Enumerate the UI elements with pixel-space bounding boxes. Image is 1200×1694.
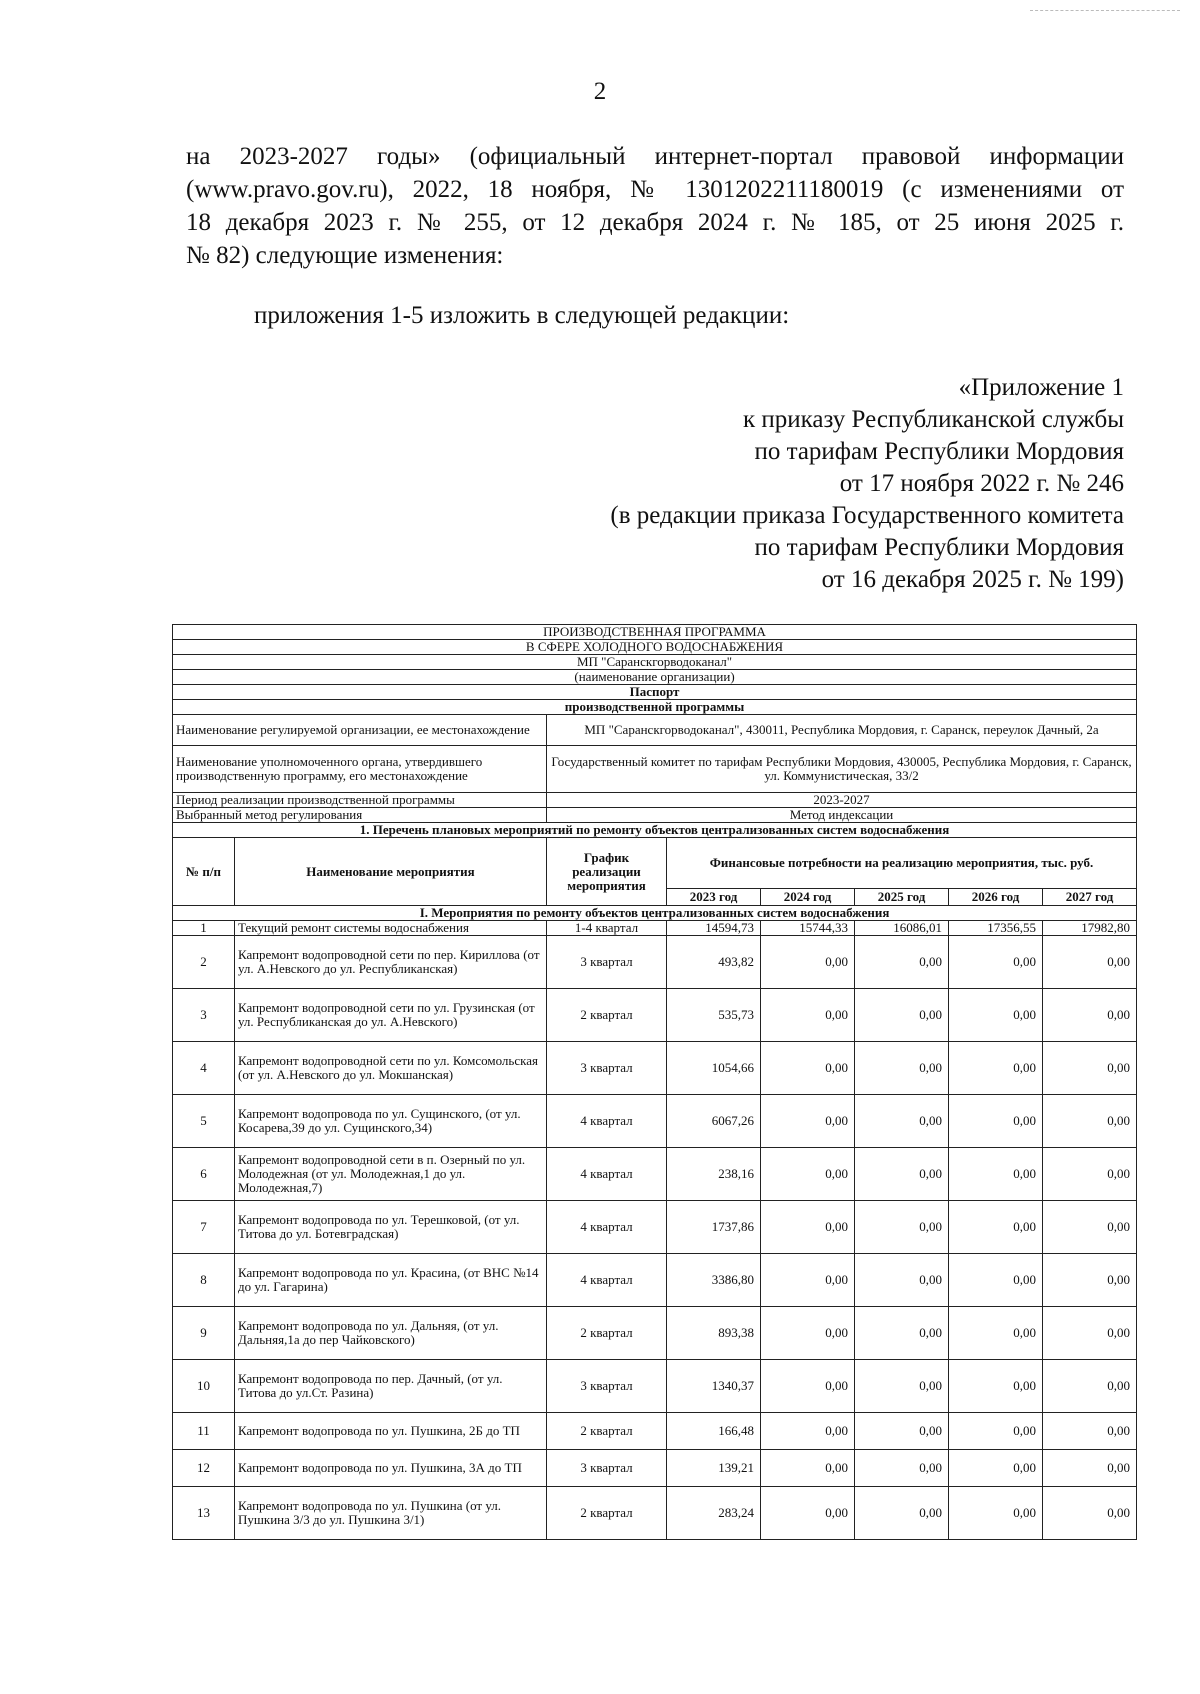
row-schedule: 2 квартал (547, 1307, 667, 1360)
row-event-name: Капремонт водопроводной сети по ул. Грузинская (от ул. Республиканская до ул. А.Невского) (235, 989, 547, 1042)
row-value: 0,00 (949, 1201, 1043, 1254)
row-value: 0,00 (949, 1148, 1043, 1201)
row-value: 6067,26 (667, 1095, 761, 1148)
table-row (173, 1487, 1137, 1540)
row-value: 0,00 (949, 1487, 1043, 1540)
row-schedule: 4 квартал (547, 1095, 667, 1148)
row-schedule: 4 квартал (547, 1148, 667, 1201)
table-row (173, 1413, 1137, 1450)
row-value: 0,00 (855, 1148, 949, 1201)
row-value: 0,00 (1043, 1413, 1137, 1450)
row-value: 0,00 (761, 1487, 855, 1540)
row-schedule: 2 квартал (547, 1487, 667, 1540)
row-number: 12 (173, 1450, 235, 1487)
row-value: 0,00 (1043, 1095, 1137, 1148)
row-value: 0,00 (1043, 1254, 1137, 1307)
col-header-year: 2026 год (949, 889, 1043, 906)
row-value: 0,00 (949, 1095, 1043, 1148)
scan-mark (1030, 10, 1180, 11)
row-schedule: 3 квартал (547, 1360, 667, 1413)
appendix-line: к приказу Республиканской службы (742, 406, 1124, 433)
row-value: 17982,80 (1043, 921, 1137, 936)
table-row (173, 1201, 1137, 1254)
info-label: Наименование регулируемой организации, ее местонахождение (173, 715, 547, 746)
row-number: 8 (173, 1254, 235, 1307)
row-value: 893,38 (667, 1307, 761, 1360)
row-value: 0,00 (761, 936, 855, 989)
appendix-line: (в редакции приказа Государственного комитета (610, 502, 1124, 529)
row-value: 139,21 (667, 1450, 761, 1487)
row-value: 0,00 (949, 989, 1043, 1042)
amendment-paragraph: приложения 1-5 изложить в следующей редакции: (254, 302, 790, 329)
row-schedule: 1-4 квартал (547, 921, 667, 936)
row-event-name: Капремонт водопроводной сети по пер. Кириллова (от ул. А.Невского до ул. Республиканская) (235, 936, 547, 989)
row-value: 0,00 (1043, 1042, 1137, 1095)
row-value: 1054,66 (667, 1042, 761, 1095)
row-value: 0,00 (761, 1201, 855, 1254)
row-schedule: 2 квартал (547, 1413, 667, 1450)
row-event-name: Капремонт водопровода по ул. Терешковой, (от ул. Титова до ул. Ботевградская) (235, 1201, 547, 1254)
info-label: Выбранный метод регулирования (173, 808, 547, 823)
col-header-year: 2023 год (667, 889, 761, 906)
organization-name: МП "Саранскгорводоканал" (173, 655, 1137, 670)
intro-line: № 82) следующие изменения: (186, 242, 504, 269)
info-value: МП "Саранскгорводоканал", 430011, Республика Мордовия, г. Саранск, переулок Дачный, 2а (547, 715, 1137, 746)
row-number: 9 (173, 1307, 235, 1360)
row-value: 0,00 (761, 1360, 855, 1413)
row-event-name: Капремонт водопровода по пер. Дачный, (от ул. Титова до ул.Ст. Разина) (235, 1360, 547, 1413)
table-row (173, 1307, 1137, 1360)
subsection-title: I. Мероприятия по ремонту объектов централизованных систем водоснабжения (173, 906, 1137, 921)
info-label: Период реализации производственной программы (173, 793, 547, 808)
row-event-name: Капремонт водопроводной сети в п. Озерный по ул. Молодежная (от ул. Молодежная,1 до ул. Молодежная,7) (235, 1148, 547, 1201)
row-value: 493,82 (667, 936, 761, 989)
row-event-name: Капремонт водопровода по ул. Пушкина, 3А до ТП (235, 1450, 547, 1487)
col-header-year: 2027 год (1043, 889, 1137, 906)
section-title: 1. Перечень плановых мероприятий по ремонту объектов централизованных систем водоснабжения (173, 823, 1137, 838)
table-row (173, 1095, 1137, 1148)
organization-caption: (наименование организации) (173, 670, 1137, 685)
info-value: Государственный комитет по тарифам Республики Мордовия, 430005, Республика Мордовия, г. Саранск, ул. Коммунистическая, 33/2 (547, 746, 1137, 793)
row-number: 10 (173, 1360, 235, 1413)
info-label: Наименование уполномоченного органа, утвердившего производственную программу, его местонахождение (173, 746, 547, 793)
table-row (173, 936, 1137, 989)
passport-title: Паспорт (173, 685, 1137, 700)
table-row (173, 1360, 1137, 1413)
row-value: 0,00 (1043, 1360, 1137, 1413)
row-event-name: Капремонт водопровода по ул. Пушкина (от ул. Пушкина 3/3 до ул. Пушкина 3/1) (235, 1487, 547, 1540)
appendix-line: «Приложение 1 (958, 374, 1124, 401)
row-value: 0,00 (1043, 1450, 1137, 1487)
row-value: 0,00 (1043, 1148, 1137, 1201)
row-value: 0,00 (855, 1360, 949, 1413)
row-value: 283,24 (667, 1487, 761, 1540)
row-number: 2 (173, 936, 235, 989)
row-value: 0,00 (855, 1254, 949, 1307)
production-program-table (172, 624, 1137, 1540)
row-value: 0,00 (949, 1450, 1043, 1487)
appendix-line: по тарифам Республики Мордовия (754, 438, 1124, 465)
row-value: 0,00 (761, 1254, 855, 1307)
row-value: 0,00 (949, 1413, 1043, 1450)
appendix-line: от 16 декабря 2025 г. № 199) (821, 566, 1124, 593)
row-value: 0,00 (949, 936, 1043, 989)
appendix-line: по тарифам Республики Мордовия (754, 534, 1124, 561)
row-number: 5 (173, 1095, 235, 1148)
row-value: 0,00 (1043, 936, 1137, 989)
intro-line: на 2023-2027 годы» (официальный интернет-портал правовой информации (186, 143, 1124, 170)
row-value: 0,00 (855, 1487, 949, 1540)
row-event-name: Капремонт водопровода по ул. Дальняя, (от ул. Дальняя,1а до пер Чайковского) (235, 1307, 547, 1360)
row-number: 1 (173, 921, 235, 936)
row-value: 0,00 (949, 1254, 1043, 1307)
intro-text (186, 140, 1124, 272)
col-header-finance: Финансовые потребности на реализацию мероприятия, тыс. руб. (667, 838, 1137, 889)
table-row (173, 1042, 1137, 1095)
row-value: 0,00 (855, 1201, 949, 1254)
row-value: 14594,73 (667, 921, 761, 936)
row-number: 7 (173, 1201, 235, 1254)
table-row (173, 989, 1137, 1042)
row-value: 0,00 (761, 1413, 855, 1450)
col-header-year: 2025 год (855, 889, 949, 906)
row-schedule: 2 квартал (547, 989, 667, 1042)
info-value: 2023-2027 (547, 793, 1137, 808)
row-event-name: Текущий ремонт системы водоснабжения (235, 921, 547, 936)
row-number: 6 (173, 1148, 235, 1201)
row-value: 16086,01 (855, 921, 949, 936)
row-value: 0,00 (855, 1307, 949, 1360)
row-value: 0,00 (949, 1042, 1043, 1095)
row-schedule: 4 квартал (547, 1254, 667, 1307)
table-row (173, 1254, 1137, 1307)
row-value: 0,00 (949, 1307, 1043, 1360)
row-event-name: Капремонт водопровода по ул. Пушкина, 2Б до ТП (235, 1413, 547, 1450)
row-number: 3 (173, 989, 235, 1042)
row-value: 0,00 (1043, 1487, 1137, 1540)
table-row (173, 1450, 1137, 1487)
row-value: 0,00 (1043, 1307, 1137, 1360)
row-schedule: 3 квартал (547, 936, 667, 989)
row-value: 0,00 (761, 1148, 855, 1201)
table-row (173, 921, 1137, 936)
row-value: 166,48 (667, 1413, 761, 1450)
row-value: 0,00 (761, 989, 855, 1042)
row-schedule: 3 квартал (547, 1450, 667, 1487)
row-value: 0,00 (855, 1095, 949, 1148)
row-schedule: 3 квартал (547, 1042, 667, 1095)
row-value: 1737,86 (667, 1201, 761, 1254)
row-value: 0,00 (1043, 989, 1137, 1042)
row-value: 238,16 (667, 1148, 761, 1201)
table-subtitle: В СФЕРЕ ХОЛОДНОГО ВОДОСНАБЖЕНИЯ (173, 640, 1137, 655)
row-number: 11 (173, 1413, 235, 1450)
appendix-line: от 17 ноября 2022 г. № 246 (839, 470, 1124, 497)
table-title: ПРОИЗВОДСТВЕННАЯ ПРОГРАММА (173, 625, 1137, 640)
col-header-name: Наименование мероприятия (235, 838, 547, 906)
row-value: 0,00 (855, 936, 949, 989)
row-value: 0,00 (855, 1042, 949, 1095)
col-header-year: 2024 год (761, 889, 855, 906)
row-event-name: Капремонт водопровода по ул. Красина, (от ВНС №14 до ул. Гагарина) (235, 1254, 547, 1307)
appendix-header (610, 372, 1124, 596)
row-value: 0,00 (949, 1360, 1043, 1413)
passport-subtitle: производственной программы (173, 700, 1137, 715)
row-value: 0,00 (761, 1307, 855, 1360)
row-event-name: Капремонт водопроводной сети по ул. Комсомольская (от ул. А.Невского до ул. Мокшанская) (235, 1042, 547, 1095)
row-value: 0,00 (761, 1095, 855, 1148)
row-value: 0,00 (761, 1450, 855, 1487)
row-value: 0,00 (855, 1413, 949, 1450)
intro-line: 18 декабря 2023 г. № 255, от 12 декабря 2024 г. № 185, от 25 июня 2025 г. (186, 209, 1124, 236)
row-value: 535,73 (667, 989, 761, 1042)
table-row (173, 1148, 1137, 1201)
row-number: 4 (173, 1042, 235, 1095)
row-event-name: Капремонт водопровода по ул. Сущинского, (от ул. Косарева,39 до ул. Сущинского,34) (235, 1095, 547, 1148)
page-number: 2 (593, 78, 607, 105)
info-value: Метод индексации (547, 808, 1137, 823)
col-header-schedule: График реализации мероприятия (547, 838, 667, 906)
row-value: 0,00 (1043, 1201, 1137, 1254)
row-value: 15744,33 (761, 921, 855, 936)
row-schedule: 4 квартал (547, 1201, 667, 1254)
col-header-num: № п/п (173, 838, 235, 906)
row-value: 0,00 (761, 1042, 855, 1095)
row-value: 1340,37 (667, 1360, 761, 1413)
row-number: 13 (173, 1487, 235, 1540)
row-value: 3386,80 (667, 1254, 761, 1307)
row-value: 0,00 (855, 1450, 949, 1487)
intro-line: (www.pravo.gov.ru), 2022, 18 ноября, № 1301202211180019 (с изменениями от (186, 176, 1124, 203)
row-value: 0,00 (855, 989, 949, 1042)
row-value: 17356,55 (949, 921, 1043, 936)
